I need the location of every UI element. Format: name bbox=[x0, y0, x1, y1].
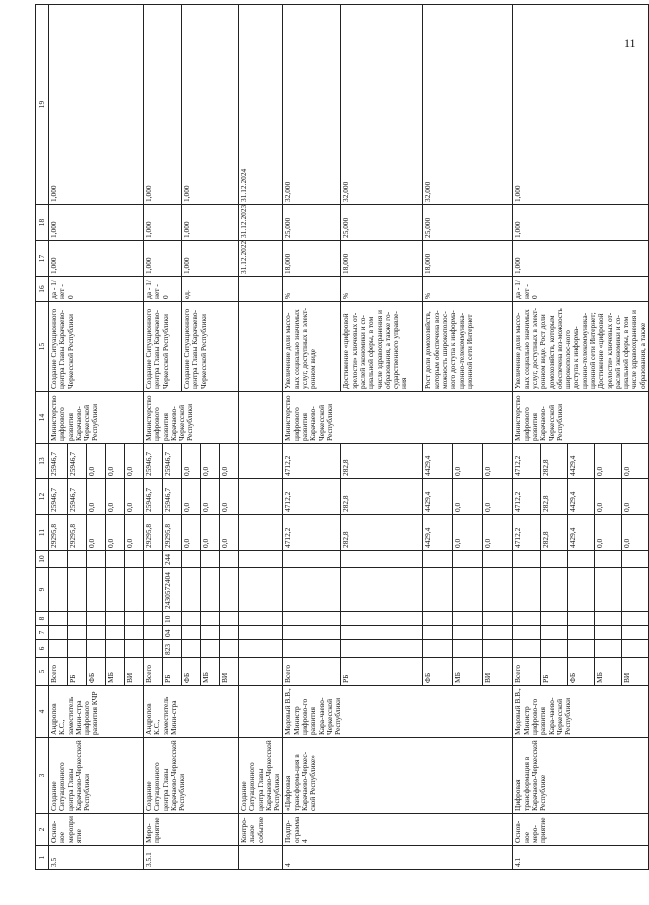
amount-cell: 0,0 bbox=[87, 479, 106, 515]
code-cell bbox=[106, 626, 125, 640]
source-cell: Всего bbox=[283, 658, 341, 686]
date-cell: 31.12.2023 bbox=[239, 205, 283, 241]
code-cell bbox=[540, 551, 567, 568]
code-cell bbox=[201, 568, 220, 612]
value-cell: 1,000 bbox=[182, 5, 239, 205]
code-cell bbox=[483, 551, 513, 568]
row-kind: Основ-ное меро-приятие bbox=[513, 814, 649, 846]
amount-cell: 4429,4 bbox=[423, 515, 453, 551]
code-cell bbox=[453, 626, 483, 640]
amount-cell: 282,8 bbox=[540, 444, 567, 479]
code-cell bbox=[341, 626, 423, 640]
value-cell: 1,000 bbox=[182, 241, 239, 277]
empty-cell bbox=[239, 444, 283, 479]
code-cell bbox=[594, 640, 621, 658]
empty-cell bbox=[239, 515, 283, 551]
value-cell: 1,000 bbox=[144, 205, 182, 241]
code-cell bbox=[201, 640, 220, 658]
code-cell bbox=[423, 568, 453, 612]
code-cell bbox=[621, 626, 648, 640]
code-cell bbox=[87, 626, 106, 640]
amount-cell: 0,0 bbox=[220, 479, 239, 515]
code-cell bbox=[220, 612, 239, 626]
table-row bbox=[283, 5, 341, 870]
code-cell bbox=[453, 568, 483, 612]
code-cell bbox=[49, 551, 68, 568]
code-cell bbox=[87, 551, 106, 568]
code-cell bbox=[182, 612, 201, 626]
code-cell bbox=[341, 612, 423, 626]
code-cell bbox=[144, 551, 163, 568]
amount-cell: 0,0 bbox=[621, 444, 648, 479]
code-cell bbox=[68, 626, 87, 640]
row-responsible: Медовый В.В., Министр цифрово-го развития Кара-чаево-Черкесской Республики bbox=[283, 686, 513, 738]
row-number bbox=[239, 846, 283, 870]
code-cell bbox=[483, 612, 513, 626]
empty-cell bbox=[239, 277, 283, 302]
code-cell bbox=[283, 612, 341, 626]
source-cell: РБ bbox=[163, 658, 182, 686]
ministry-cell: Министерство цифрового развития Карачаево-Черкесской Республики bbox=[513, 392, 649, 444]
amount-cell: 4712,2 bbox=[283, 479, 341, 515]
code-cell bbox=[453, 640, 483, 658]
empty-cell bbox=[239, 686, 283, 738]
source-cell: ФБ bbox=[87, 658, 106, 686]
value-cell: 18,000 bbox=[283, 241, 341, 277]
code-cell bbox=[567, 551, 594, 568]
code-cell bbox=[423, 640, 453, 658]
header-cell: 11 bbox=[36, 515, 49, 551]
value-cell: 32,000 bbox=[341, 5, 423, 205]
code-cell bbox=[453, 551, 483, 568]
code-cell bbox=[201, 551, 220, 568]
value-cell: 32,000 bbox=[283, 5, 341, 205]
code-cell bbox=[453, 612, 483, 626]
code-cell: 10 bbox=[163, 612, 182, 626]
code-cell bbox=[540, 612, 567, 626]
code-cell bbox=[283, 568, 341, 612]
source-cell: ВИ bbox=[220, 658, 239, 686]
header-cell: 6 bbox=[36, 640, 49, 658]
indicator-cell: Создание Ситуационного центра Главы Карачаево-Черкесской Республики bbox=[182, 302, 239, 392]
amount-cell: 0,0 bbox=[106, 515, 125, 551]
unit-cell: % bbox=[283, 277, 341, 302]
value-cell: 25,000 bbox=[423, 205, 513, 241]
amount-cell: 0,0 bbox=[621, 515, 648, 551]
amount-cell: 0,0 bbox=[201, 444, 220, 479]
source-cell: МБ bbox=[594, 658, 621, 686]
amount-cell: 0,0 bbox=[87, 515, 106, 551]
amount-cell: 4712,2 bbox=[513, 515, 540, 551]
code-cell bbox=[220, 551, 239, 568]
code-cell bbox=[220, 640, 239, 658]
header-cell: 15 bbox=[36, 302, 49, 392]
amount-cell: 25946,7 bbox=[163, 444, 182, 479]
code-cell bbox=[567, 568, 594, 612]
code-cell bbox=[144, 568, 163, 612]
amount-cell: 0,0 bbox=[87, 444, 106, 479]
code-cell bbox=[513, 626, 540, 640]
amount-cell: 0,0 bbox=[594, 479, 621, 515]
source-cell: РБ bbox=[68, 658, 87, 686]
value-cell: 1,000 bbox=[144, 5, 182, 205]
amount-cell: 282,8 bbox=[341, 444, 423, 479]
code-cell bbox=[106, 568, 125, 612]
source-cell: МБ bbox=[201, 658, 220, 686]
value-cell: 1,000 bbox=[49, 241, 144, 277]
code-cell bbox=[540, 640, 567, 658]
table-row bbox=[144, 5, 163, 870]
code-cell bbox=[567, 640, 594, 658]
amount-cell: 0,0 bbox=[220, 444, 239, 479]
header-row bbox=[36, 5, 49, 870]
header-cell: 19 bbox=[36, 5, 49, 205]
indicator-cell: Увеличение доли массо-вых социально значимых услуг, доступных в элект-ронном виде. Рост доли домохозяйств, которым обеспечена воз-можность широкополос-ного доступа к информа-ционно-телекоммуника-ционной сети Интернет; Достижение «цифровой зрелости» ключевых от-раслей экономики и со-циальной сферы, в том числе здравоохранения и образования, а также bbox=[513, 302, 649, 392]
amount-cell: 0,0 bbox=[106, 479, 125, 515]
header-cell: 13 bbox=[36, 444, 49, 479]
row-number: 4.1 bbox=[513, 846, 649, 870]
code-cell bbox=[540, 626, 567, 640]
row-name: «Цифровая трансформа-ция в Карачаево-Черкес-ской Республике» bbox=[283, 738, 513, 814]
code-cell bbox=[567, 612, 594, 626]
value-cell: 18,000 bbox=[423, 241, 513, 277]
code-cell bbox=[144, 612, 163, 626]
row-kind: Меро-приятие bbox=[144, 814, 239, 846]
code-cell bbox=[220, 568, 239, 612]
code-cell bbox=[341, 640, 423, 658]
header-cell: 17 bbox=[36, 241, 49, 277]
code-cell bbox=[182, 568, 201, 612]
source-cell: ВИ bbox=[621, 658, 648, 686]
amount-cell: 0,0 bbox=[182, 479, 201, 515]
amount-cell: 4712,2 bbox=[513, 444, 540, 479]
amount-cell: 282,8 bbox=[540, 479, 567, 515]
code-cell bbox=[87, 640, 106, 658]
code-cell bbox=[201, 626, 220, 640]
header-cell: 12 bbox=[36, 479, 49, 515]
row-number: 3.5.1 bbox=[144, 846, 239, 870]
header-cell: 3 bbox=[36, 738, 49, 814]
amount-cell: 4712,2 bbox=[283, 444, 341, 479]
amount-cell: 4429,4 bbox=[567, 444, 594, 479]
code-cell bbox=[540, 568, 567, 612]
code-cell bbox=[594, 568, 621, 612]
table-row bbox=[239, 5, 283, 870]
code-cell bbox=[621, 551, 648, 568]
amount-cell: 0,0 bbox=[182, 515, 201, 551]
amount-cell: 0,0 bbox=[621, 479, 648, 515]
code-cell bbox=[513, 568, 540, 612]
amount-cell: 0,0 bbox=[483, 444, 513, 479]
code-cell bbox=[283, 551, 341, 568]
source-cell: РБ bbox=[341, 658, 423, 686]
ministry-cell: Министерство цифрового развития Карачаево-Черкесской Республики bbox=[283, 392, 513, 444]
code-cell: 823 bbox=[163, 640, 182, 658]
header-cell: 10 bbox=[36, 551, 49, 568]
amount-cell: 0,0 bbox=[201, 515, 220, 551]
code-cell bbox=[125, 626, 144, 640]
amount-cell: 0,0 bbox=[125, 515, 144, 551]
row-responsible: Андропов К.С., заместитель Мини-стра bbox=[144, 686, 239, 738]
empty-cell bbox=[239, 612, 283, 626]
unit-cell: ед. bbox=[182, 277, 239, 302]
amount-cell: 4429,4 bbox=[567, 479, 594, 515]
source-cell: ФБ bbox=[567, 658, 594, 686]
code-cell bbox=[68, 568, 87, 612]
row-kind: Подпр-ограмма 4 bbox=[283, 814, 513, 846]
amount-cell: 0,0 bbox=[106, 444, 125, 479]
header-cell: 16 bbox=[36, 277, 49, 302]
code-cell bbox=[423, 612, 453, 626]
code-cell bbox=[106, 640, 125, 658]
value-cell: 1,000 bbox=[49, 5, 144, 205]
table-row bbox=[49, 5, 68, 870]
unit-cell: % bbox=[423, 277, 513, 302]
amount-cell: 282,8 bbox=[341, 479, 423, 515]
code-cell bbox=[513, 640, 540, 658]
header-cell: 9 bbox=[36, 568, 49, 612]
row-name: Создание Ситуационного центра Главы Карачаево-Черкесской Республики bbox=[49, 738, 144, 814]
amount-cell: 25946,7 bbox=[49, 479, 68, 515]
header-cell: 18 bbox=[36, 205, 49, 241]
code-cell bbox=[125, 551, 144, 568]
code-cell bbox=[621, 568, 648, 612]
row-responsible: Медовый В.В., Министр цифрово-го развития Кара-чаево-Черкесской Республики bbox=[513, 686, 649, 738]
row-name: Создание Ситуационного центра Главы Карачаево-Черкесской Республики bbox=[239, 738, 283, 814]
empty-cell bbox=[239, 392, 283, 444]
source-cell: Всего bbox=[513, 658, 540, 686]
code-cell bbox=[483, 640, 513, 658]
header-cell: 2 bbox=[36, 814, 49, 846]
code-cell bbox=[144, 640, 163, 658]
value-cell: 1,000 bbox=[513, 241, 649, 277]
source-cell: Всего bbox=[144, 658, 163, 686]
code-cell bbox=[201, 612, 220, 626]
header-cell: 1 bbox=[36, 846, 49, 870]
code-cell: 244 bbox=[163, 551, 182, 568]
value-cell: 1,000 bbox=[144, 241, 182, 277]
empty-cell bbox=[239, 568, 283, 612]
ministry-cell: Министерство цифрового развития Карачаево-Черкесской Республики bbox=[49, 392, 144, 444]
code-cell bbox=[87, 568, 106, 612]
amount-cell: 25946,7 bbox=[144, 444, 163, 479]
amount-cell: 0,0 bbox=[182, 444, 201, 479]
code-cell bbox=[423, 551, 453, 568]
amount-cell: 0,0 bbox=[453, 444, 483, 479]
header-cell: 8 bbox=[36, 612, 49, 626]
value-cell: 25,000 bbox=[341, 205, 423, 241]
source-cell: МБ bbox=[106, 658, 125, 686]
code-cell bbox=[49, 626, 68, 640]
code-cell bbox=[87, 612, 106, 626]
row-name: Цифровая трансформация в Карачаево-Черкесской Республике bbox=[513, 738, 649, 814]
unit-cell: да - 1/ нет - 0 bbox=[513, 277, 649, 302]
source-cell: ФБ bbox=[182, 658, 201, 686]
code-cell bbox=[567, 626, 594, 640]
header-cell: 14 bbox=[36, 392, 49, 444]
source-cell: ВИ bbox=[483, 658, 513, 686]
code-cell bbox=[621, 612, 648, 626]
amount-cell: 282,8 bbox=[540, 515, 567, 551]
header-cell: 4 bbox=[36, 686, 49, 738]
amount-cell: 29295,8 bbox=[144, 515, 163, 551]
code-cell bbox=[182, 626, 201, 640]
code-cell bbox=[483, 626, 513, 640]
empty-cell bbox=[239, 551, 283, 568]
value-cell: 1,000 bbox=[513, 5, 649, 205]
date-cell: 31.12.2022 bbox=[239, 241, 283, 277]
code-cell bbox=[182, 640, 201, 658]
amount-cell: 4429,4 bbox=[567, 515, 594, 551]
code-cell bbox=[125, 568, 144, 612]
code-cell bbox=[220, 626, 239, 640]
amount-cell: 0,0 bbox=[453, 479, 483, 515]
indicator-cell: Увеличение доли массо-вых социально значимых услуг, доступных в элект-ронном виде bbox=[283, 302, 341, 392]
amount-cell: 29295,8 bbox=[163, 515, 182, 551]
code-cell bbox=[144, 626, 163, 640]
page-number: 11 bbox=[624, 36, 636, 50]
source-cell: МБ bbox=[453, 658, 483, 686]
amount-cell: 29295,8 bbox=[68, 515, 87, 551]
amount-cell: 25946,7 bbox=[49, 444, 68, 479]
program-table bbox=[35, 4, 649, 870]
code-cell bbox=[513, 551, 540, 568]
source-cell: РБ bbox=[540, 658, 567, 686]
amount-cell: 4712,2 bbox=[283, 515, 341, 551]
value-cell: 1,000 bbox=[49, 205, 144, 241]
amount-cell: 4429,4 bbox=[423, 479, 453, 515]
code-cell bbox=[483, 568, 513, 612]
code-cell bbox=[341, 551, 423, 568]
amount-cell: 282,8 bbox=[341, 515, 423, 551]
row-number: 4 bbox=[283, 846, 513, 870]
empty-cell bbox=[239, 479, 283, 515]
amount-cell: 0,0 bbox=[220, 515, 239, 551]
unit-cell: % bbox=[341, 277, 423, 302]
amount-cell: 0,0 bbox=[125, 444, 144, 479]
value-cell: 18,000 bbox=[341, 241, 423, 277]
code-cell bbox=[621, 640, 648, 658]
code-cell bbox=[125, 640, 144, 658]
code-cell bbox=[513, 612, 540, 626]
unit-cell: да - 1/ нет - 0 bbox=[49, 277, 144, 302]
row-number: 3.5 bbox=[49, 846, 144, 870]
amount-cell: 25946,7 bbox=[144, 479, 163, 515]
code-cell bbox=[106, 551, 125, 568]
ministry-cell: Министерство цифрового развития Карачаево-Черкесской Республики bbox=[144, 392, 239, 444]
code-cell bbox=[125, 612, 144, 626]
code-cell bbox=[49, 568, 68, 612]
row-responsible: Андропов К.С., заместитель Мини-стра цифрового развития КЧР bbox=[49, 686, 144, 738]
row-kind: Контро-льное событие bbox=[239, 814, 283, 846]
code-cell: 04 bbox=[163, 626, 182, 640]
amount-cell: 0,0 bbox=[201, 479, 220, 515]
code-cell bbox=[594, 551, 621, 568]
code-cell bbox=[423, 626, 453, 640]
code-cell bbox=[106, 612, 125, 626]
code-cell bbox=[341, 568, 423, 612]
empty-cell bbox=[239, 302, 283, 392]
amount-cell: 0,0 bbox=[594, 444, 621, 479]
source-cell: ФБ bbox=[423, 658, 453, 686]
amount-cell: 0,0 bbox=[483, 515, 513, 551]
code-cell bbox=[594, 626, 621, 640]
empty-cell bbox=[239, 640, 283, 658]
amount-cell: 25946,7 bbox=[68, 479, 87, 515]
header-cell: 7 bbox=[36, 626, 49, 640]
code-cell: 2430572404 bbox=[163, 568, 182, 612]
indicator-cell: Достижение «цифровой зрелости» ключевых от-раслей экономики и со-циальной сферы, в том числе здравоохранения и образования, а также го-сударственного управле-ния bbox=[341, 302, 423, 392]
amount-cell: 0,0 bbox=[453, 515, 483, 551]
amount-cell: 0,0 bbox=[125, 479, 144, 515]
rotated-table-wrapper bbox=[35, 5, 647, 870]
indicator-cell: Создание Ситуационного центра Главы Карачаево-Черкесской Республики bbox=[49, 302, 144, 392]
code-cell bbox=[283, 640, 341, 658]
code-cell bbox=[594, 612, 621, 626]
amount-cell: 29295,8 bbox=[49, 515, 68, 551]
indicator-cell: Рост доли домохозяйств, которым обеспечена воз-можность широкополос-ного доступа к информа-ционно-телекоммуника-ционной сети Интернет bbox=[423, 302, 513, 392]
code-cell bbox=[68, 551, 87, 568]
code-cell bbox=[49, 640, 68, 658]
amount-cell: 0,0 bbox=[594, 515, 621, 551]
value-cell: 25,000 bbox=[283, 205, 341, 241]
amount-cell: 25946,7 bbox=[68, 444, 87, 479]
source-cell: ВИ bbox=[125, 658, 144, 686]
code-cell bbox=[68, 640, 87, 658]
source-cell: Всего bbox=[49, 658, 68, 686]
empty-cell bbox=[239, 658, 283, 686]
row-kind: Основ-ное меропри ятие bbox=[49, 814, 144, 846]
empty-cell bbox=[239, 626, 283, 640]
row-name: Создание Ситуационного центра Главы Карачаево-Черкесской Республики bbox=[144, 738, 239, 814]
unit-cell: да - 1/ нет - 0 bbox=[144, 277, 182, 302]
code-cell bbox=[49, 612, 68, 626]
amount-cell: 4429,4 bbox=[423, 444, 453, 479]
amount-cell: 25946,7 bbox=[163, 479, 182, 515]
code-cell bbox=[283, 626, 341, 640]
indicator-cell: Создание Ситуационного центра Главы Карачаево-Черкесской Республики bbox=[144, 302, 182, 392]
date-cell: 31.12.2024 bbox=[239, 5, 283, 205]
table-row bbox=[513, 5, 540, 870]
amount-cell: 0,0 bbox=[483, 479, 513, 515]
header-cell: 5 bbox=[36, 658, 49, 686]
value-cell: 32,000 bbox=[423, 5, 513, 205]
value-cell: 1,000 bbox=[182, 205, 239, 241]
value-cell: 1,000 bbox=[513, 205, 649, 241]
code-cell bbox=[68, 612, 87, 626]
amount-cell: 4712,2 bbox=[513, 479, 540, 515]
code-cell bbox=[182, 551, 201, 568]
